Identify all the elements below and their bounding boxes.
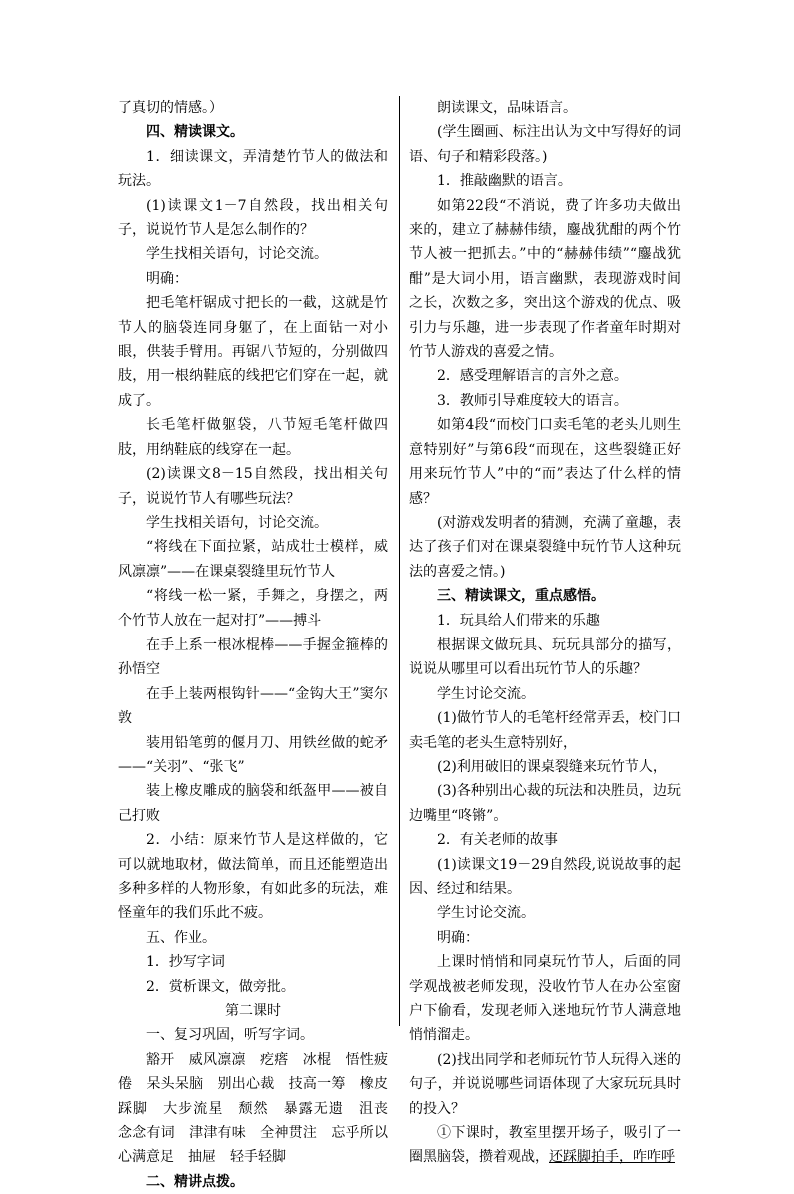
paragraph: 把毛笔杆锯成寸把长的一截，这就是竹节人的脑袋连同身躯了，在上面钻一对小眼，供装手臂用。再锯八节短的，分别做四肢，用一根纳鞋底的线把它们穿在一起，就成了。 [118,295,388,409]
paragraph: 如第4段“而校门口卖毛笔的老头儿则生意特别好”与第6段“而现在，这些裂缝正好用来玩竹节人”中的“而”表达了什么样的情感？ [409,417,681,507]
paragraph: 装用铅笔剪的偃月刀、用铁丝做的蛇矛——“关羽”、“张飞” [118,734,388,775]
paragraph: 一、复习巩固，听写字词。 [146,1027,314,1044]
paragraph: 学生找相关语句，讨论交流。 [146,246,328,263]
paragraph: (2)找出同学和老师玩竹节人玩得入迷的句子，并说说哪些词语体现了大家玩玩具时的投入？ [409,1051,681,1117]
column-divider [399,96,400,1026]
paragraph: (对游戏发明者的猜测，充满了童趣，表达了孩子们对在课桌裂缝中玩竹节人这种玩法的喜爱之情。) [409,514,681,580]
left-column [118,96,402,1194]
paragraph: (3)各种别出心裁的玩法和决胜员，边玩边嘴里“咚锵”。 [409,783,681,824]
section-heading: 四、精读课文。 [146,124,244,141]
word-list: 豁开 威风凛凛 疙瘩 冰棍 悟性疲倦 呆头呆脑 别出心裁 技高一筹 橡皮 踩脚 大步流星 颓然 暴露无遗 沮丧 念念有词 津津有味 全神贯注 忘乎所以 心满意足 抽屉 轻手轻脚 [118,1051,402,1166]
paragraph: 1．细读课文，弄清楚竹节人的做法和玩法。 [118,148,388,190]
paragraph: (学生圈画、标注出认为文中写得好的词语、句子和精彩段落。) [409,124,681,165]
section-heading: 二、精讲点拨。 [146,1173,244,1190]
paragraph: 学生找相关语句，讨论交流。 [146,514,328,531]
paragraph: 学生讨论交流。 [437,685,535,702]
lesson-title: 第二课时 [225,1003,281,1020]
paragraph: 2．感受理解语言的言外之意。 [437,368,628,385]
paragraph: 学生讨论交流。 [437,905,535,922]
paragraph: 1．玩具给人们带来的乐趣 [437,612,600,629]
paragraph: 在手上装两根钩针——“金钩大王”窦尔敦 [118,685,388,727]
paragraph: 明确： [437,929,479,946]
paragraph: (2)读课文8－15自然段，找出相关句子，说说竹节人有哪些玩法？ [118,466,388,507]
paragraph: “将线在下面拉紧，站成壮士模样，威风凛凛”——在课桌裂缝里玩竹节人 [118,539,388,580]
paragraph: 长毛笔杆做躯袋，八节短毛笔杆做四肢，用纳鞋底的线穿在一起。 [118,417,388,458]
paragraph-text: ①下课时，教室里摆开场子，吸引了一圈黑脑袋，攒着观战， [409,1125,681,1166]
paragraph: (1)读课文19－29自然段,说说故事的起因、经过和结果。 [409,856,681,897]
paragraph: (1)读课文1－7自然段，找出相关句子，说说竹节人是怎么制作的？ [118,197,388,239]
paragraph: 2．小结：原来竹节人是这样做的，它可以就地取材，做法简单，而且还能塑造出多种多样的人物形象，有如此多的玩法，难怪童年的我们乐此不疲。 [118,832,388,922]
paragraph: (2)利用破旧的课桌裂缝来玩竹节人， [437,758,667,775]
paragraph: 3．教师引导难度较大的语言。 [437,392,628,409]
underlined-text: 还踩脚拍手，咋咋呼 [549,1149,675,1166]
paragraph: 1．推敲幽默的语言。 [437,173,572,190]
paragraph: 上课时悄悄和同桌玩竹节人，后面的同学观战被老师发现，没收竹节人在办公室窗户下偷看，发现老师入迷地玩竹节人满意地悄悄溜走。 [409,954,681,1044]
section-heading: 三、精读课文，重点感悟。 [437,588,605,605]
paragraph: 朗读课文，品味语言。 [437,100,577,116]
right-column [409,96,681,1170]
paragraph: “将线一松一紧，手舞之，身摆之，两个竹节人放在一起对打”——搏斗 [118,588,388,629]
paragraph: 明确： [146,270,188,287]
paragraph: 如第22段“不消说，费了许多功夫做出来的，建立了赫赫伟绩，鏖战犹酣的两个竹节人被一把抓去。”中的“赫赫伟绩”“鏖战犹酣”是大词小用，语言幽默，表现游戏时间之长，次数之多，突出这个游戏的优点、吸引力与乐趣，进一步表现了作者童年时期对竹节人游戏的喜爱之情。 [409,197,681,361]
paragraph: 了真切的情感。） [118,100,223,116]
paragraph: 五、作业。 [146,929,216,946]
paragraph: 在手上系一根冰棍棒——手握金箍棒的孙悟空 [118,636,388,678]
paragraph: 2．赏析课文，做旁批。 [146,978,295,995]
paragraph [409,1121,681,1170]
paragraph: 2．有关老师的故事 [437,832,558,849]
paragraph: (1)做竹节人的毛笔杆经常弄丢，校门口卖毛笔的老头生意特别好， [409,710,681,751]
paragraph: 1．抄写字词 [146,954,225,971]
paragraph: 根据课文做玩具、玩玩具部分的描写，说说从哪里可以看出玩竹节人的乐趣？ [409,636,681,678]
paragraph: 装上橡皮雕成的脑袋和纸盔甲——被自己打败 [118,783,388,824]
